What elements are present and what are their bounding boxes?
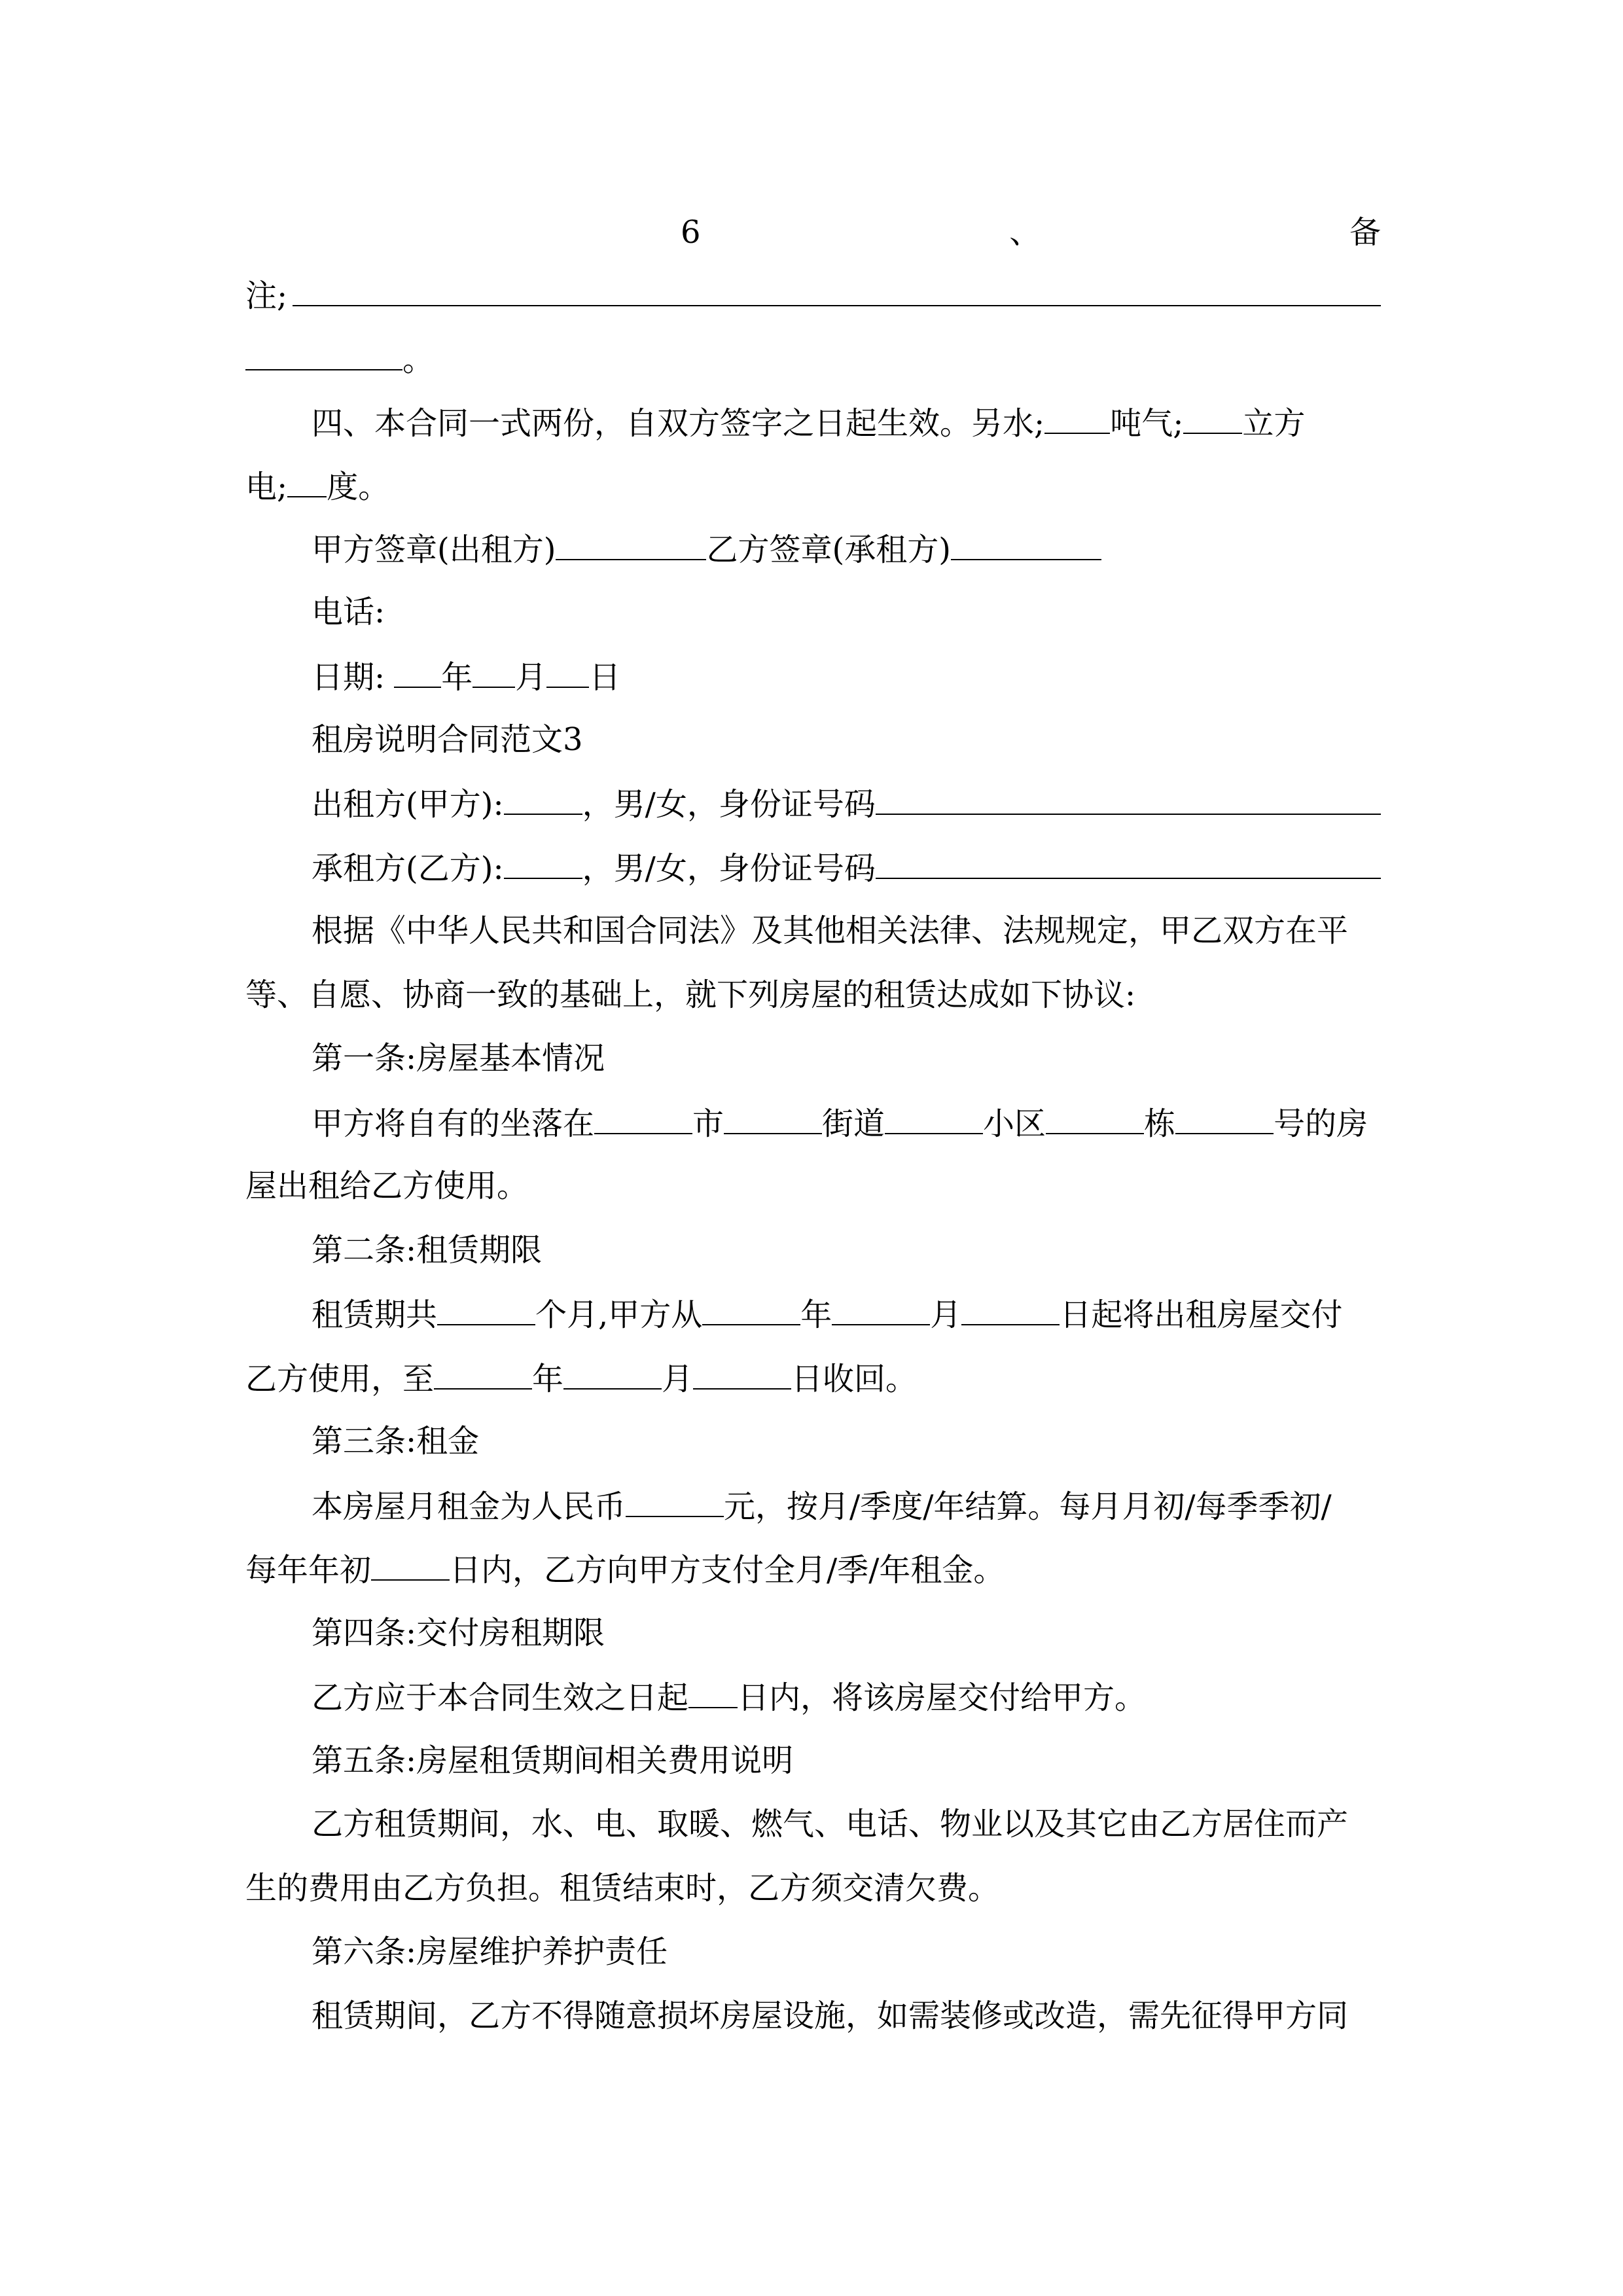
end-year-blank[interactable] xyxy=(434,1358,532,1390)
art1-heading: 第一条:房屋基本情况 xyxy=(312,1040,605,1077)
handover-days-blank[interactable] xyxy=(688,1677,738,1708)
art4-heading: 第四条:交付房租期限 xyxy=(312,1615,605,1651)
item6-remarks-row xyxy=(245,275,1381,314)
date-month-blank[interactable] xyxy=(473,656,515,688)
start-month-blank[interactable] xyxy=(832,1294,930,1325)
lessee-id-blank[interactable] xyxy=(876,848,1381,879)
number-blank[interactable] xyxy=(1175,1103,1274,1134)
street-unit: 街道 xyxy=(822,1105,885,1142)
elec-blank[interactable] xyxy=(287,466,327,497)
date-label: 日期: xyxy=(312,659,385,696)
art3-line2-tail: 日内，乙方向甲方支付全月/季/年租金。 xyxy=(450,1552,1005,1588)
date-day-unit: 日 xyxy=(589,659,621,696)
end-year-unit: 年 xyxy=(532,1361,564,1397)
art3-line2 xyxy=(245,1549,1381,1588)
party-a-sign-blank[interactable] xyxy=(556,529,706,560)
art1-tail: 号的房 xyxy=(1274,1105,1368,1142)
art3-line2-prefix: 每年年初 xyxy=(245,1552,372,1588)
street-blank[interactable] xyxy=(724,1103,822,1134)
art5-heading: 第五条:房屋租赁期间相关费用说明 xyxy=(312,1742,794,1779)
end-month-unit: 月 xyxy=(662,1361,694,1397)
art5-line2: 生的费用由乙方负担。租赁结束时，乙方须交清欠费。 xyxy=(245,1870,1000,1907)
art3-heading: 第三条:租金 xyxy=(312,1423,480,1460)
elec-unit: 度。 xyxy=(327,469,390,505)
term-months-unit: 个月,甲方从 xyxy=(535,1297,703,1333)
art2-line2 xyxy=(245,1358,1381,1397)
item6-row xyxy=(681,213,1381,252)
clause4-line1 xyxy=(312,403,1381,442)
community-unit: 小区 xyxy=(983,1105,1046,1142)
signature-row xyxy=(312,529,1381,568)
item6-separator: 、 xyxy=(1009,214,1041,251)
remarks-blank-cont[interactable] xyxy=(245,339,402,370)
city-blank[interactable] xyxy=(594,1103,692,1134)
art2-text: 租赁期共 xyxy=(312,1297,438,1333)
art1-line1 xyxy=(312,1103,1381,1142)
art1-text: 甲方将自有的坐落在 xyxy=(312,1105,595,1142)
item6-label-a: 备 xyxy=(1349,214,1381,251)
water-blank[interactable] xyxy=(1044,403,1110,434)
pay-days-blank[interactable] xyxy=(371,1549,450,1581)
term-months-blank[interactable] xyxy=(437,1294,535,1325)
art3-line1 xyxy=(312,1486,1381,1525)
art6-line1: 租赁期间，乙方不得随意损坏房屋设施，如需装修或改造，需先征得甲方同 xyxy=(312,1998,1349,2034)
lessor-name-blank[interactable] xyxy=(504,783,582,815)
preamble-line1: 根据《中华人民共和国合同法》及其他相关法律、法规规定，甲乙双方在平 xyxy=(312,912,1349,949)
clause4-line2 xyxy=(245,466,1381,505)
phone-row xyxy=(312,592,1381,632)
document-title: 租房说明合同范文3 xyxy=(312,721,583,758)
end-day-blank[interactable] xyxy=(693,1358,791,1390)
date-row xyxy=(312,656,1381,696)
gas-unit: 立方 xyxy=(1242,405,1306,442)
art1-line2: 屋出租给乙方使用。 xyxy=(245,1168,529,1204)
rent-amount-blank[interactable] xyxy=(626,1486,724,1517)
art4-text: 乙方应于本合同生效之日起 xyxy=(312,1679,689,1716)
art2-heading: 第二条:租赁期限 xyxy=(312,1232,543,1268)
community-blank[interactable] xyxy=(885,1103,983,1134)
item6-end: 。 xyxy=(402,342,435,378)
start-day-blank[interactable] xyxy=(961,1294,1060,1325)
item6-number: 6 xyxy=(681,214,701,251)
remarks-blank[interactable] xyxy=(293,275,1381,306)
city-unit: 市 xyxy=(692,1105,724,1142)
start-year-blank[interactable] xyxy=(702,1294,800,1325)
lessor-row xyxy=(312,783,1381,823)
lessee-name-blank[interactable] xyxy=(504,848,582,879)
lessee-label: 承租方(乙方): xyxy=(312,850,504,887)
art6-heading: 第六条:房屋维护养护责任 xyxy=(312,1933,668,1970)
date-day-blank[interactable] xyxy=(546,656,589,688)
art2-line2-prefix: 乙方使用，至 xyxy=(245,1361,435,1397)
party-a-sign-label: 甲方签章(出租方) xyxy=(312,531,556,568)
art4-line1 xyxy=(312,1677,1381,1716)
start-year-unit: 年 xyxy=(800,1297,832,1333)
art3-tail: 元，按月/季度/年结算。每月月初/每季季初/ xyxy=(724,1488,1332,1525)
art2-line1 xyxy=(312,1294,1381,1333)
lessor-middle: ，男/女，身份证号码 xyxy=(582,786,876,823)
lessor-id-blank[interactable] xyxy=(876,783,1381,815)
date-month-unit: 月 xyxy=(515,659,547,696)
phone-label: 电话: xyxy=(312,594,385,630)
end-month-blank[interactable] xyxy=(563,1358,662,1390)
gas-blank[interactable] xyxy=(1183,403,1242,434)
building-blank[interactable] xyxy=(1046,1103,1144,1134)
art3-text: 本房屋月租金为人民币 xyxy=(312,1488,626,1525)
art2-tail2: 日收回。 xyxy=(791,1361,918,1397)
building-unit: 栋 xyxy=(1144,1105,1176,1142)
lessee-row xyxy=(312,848,1381,887)
item6-label-b: 注; xyxy=(245,278,288,314)
clause4-text: 四、本合同一式两份，自双方签字之日起生效。另水; xyxy=(312,405,1045,442)
water-unit: 吨气; xyxy=(1110,405,1184,442)
art4-tail: 日内，将该房屋交付给甲方。 xyxy=(738,1679,1147,1716)
art2-tail: 日起将出租房屋交付 xyxy=(1060,1297,1343,1333)
party-b-sign-label: 乙方签章(承租方) xyxy=(706,531,951,568)
date-year-blank[interactable] xyxy=(394,656,441,688)
date-year-unit: 年 xyxy=(441,659,473,696)
elec-prefix: 电; xyxy=(245,469,288,505)
item6-end-row xyxy=(245,339,1381,378)
lessor-label: 出租方(甲方): xyxy=(312,786,504,823)
party-b-sign-blank[interactable] xyxy=(951,529,1101,560)
lessee-middle: ，男/女，身份证号码 xyxy=(582,850,876,887)
start-month-unit: 月 xyxy=(930,1297,962,1333)
art5-line1: 乙方租赁期间，水、电、取暖、燃气、电话、物业以及其它由乙方居住而产 xyxy=(312,1806,1349,1842)
preamble-line2: 等、自愿、协商一致的基础上，就下列房屋的租赁达成如下协议: xyxy=(245,977,1136,1013)
